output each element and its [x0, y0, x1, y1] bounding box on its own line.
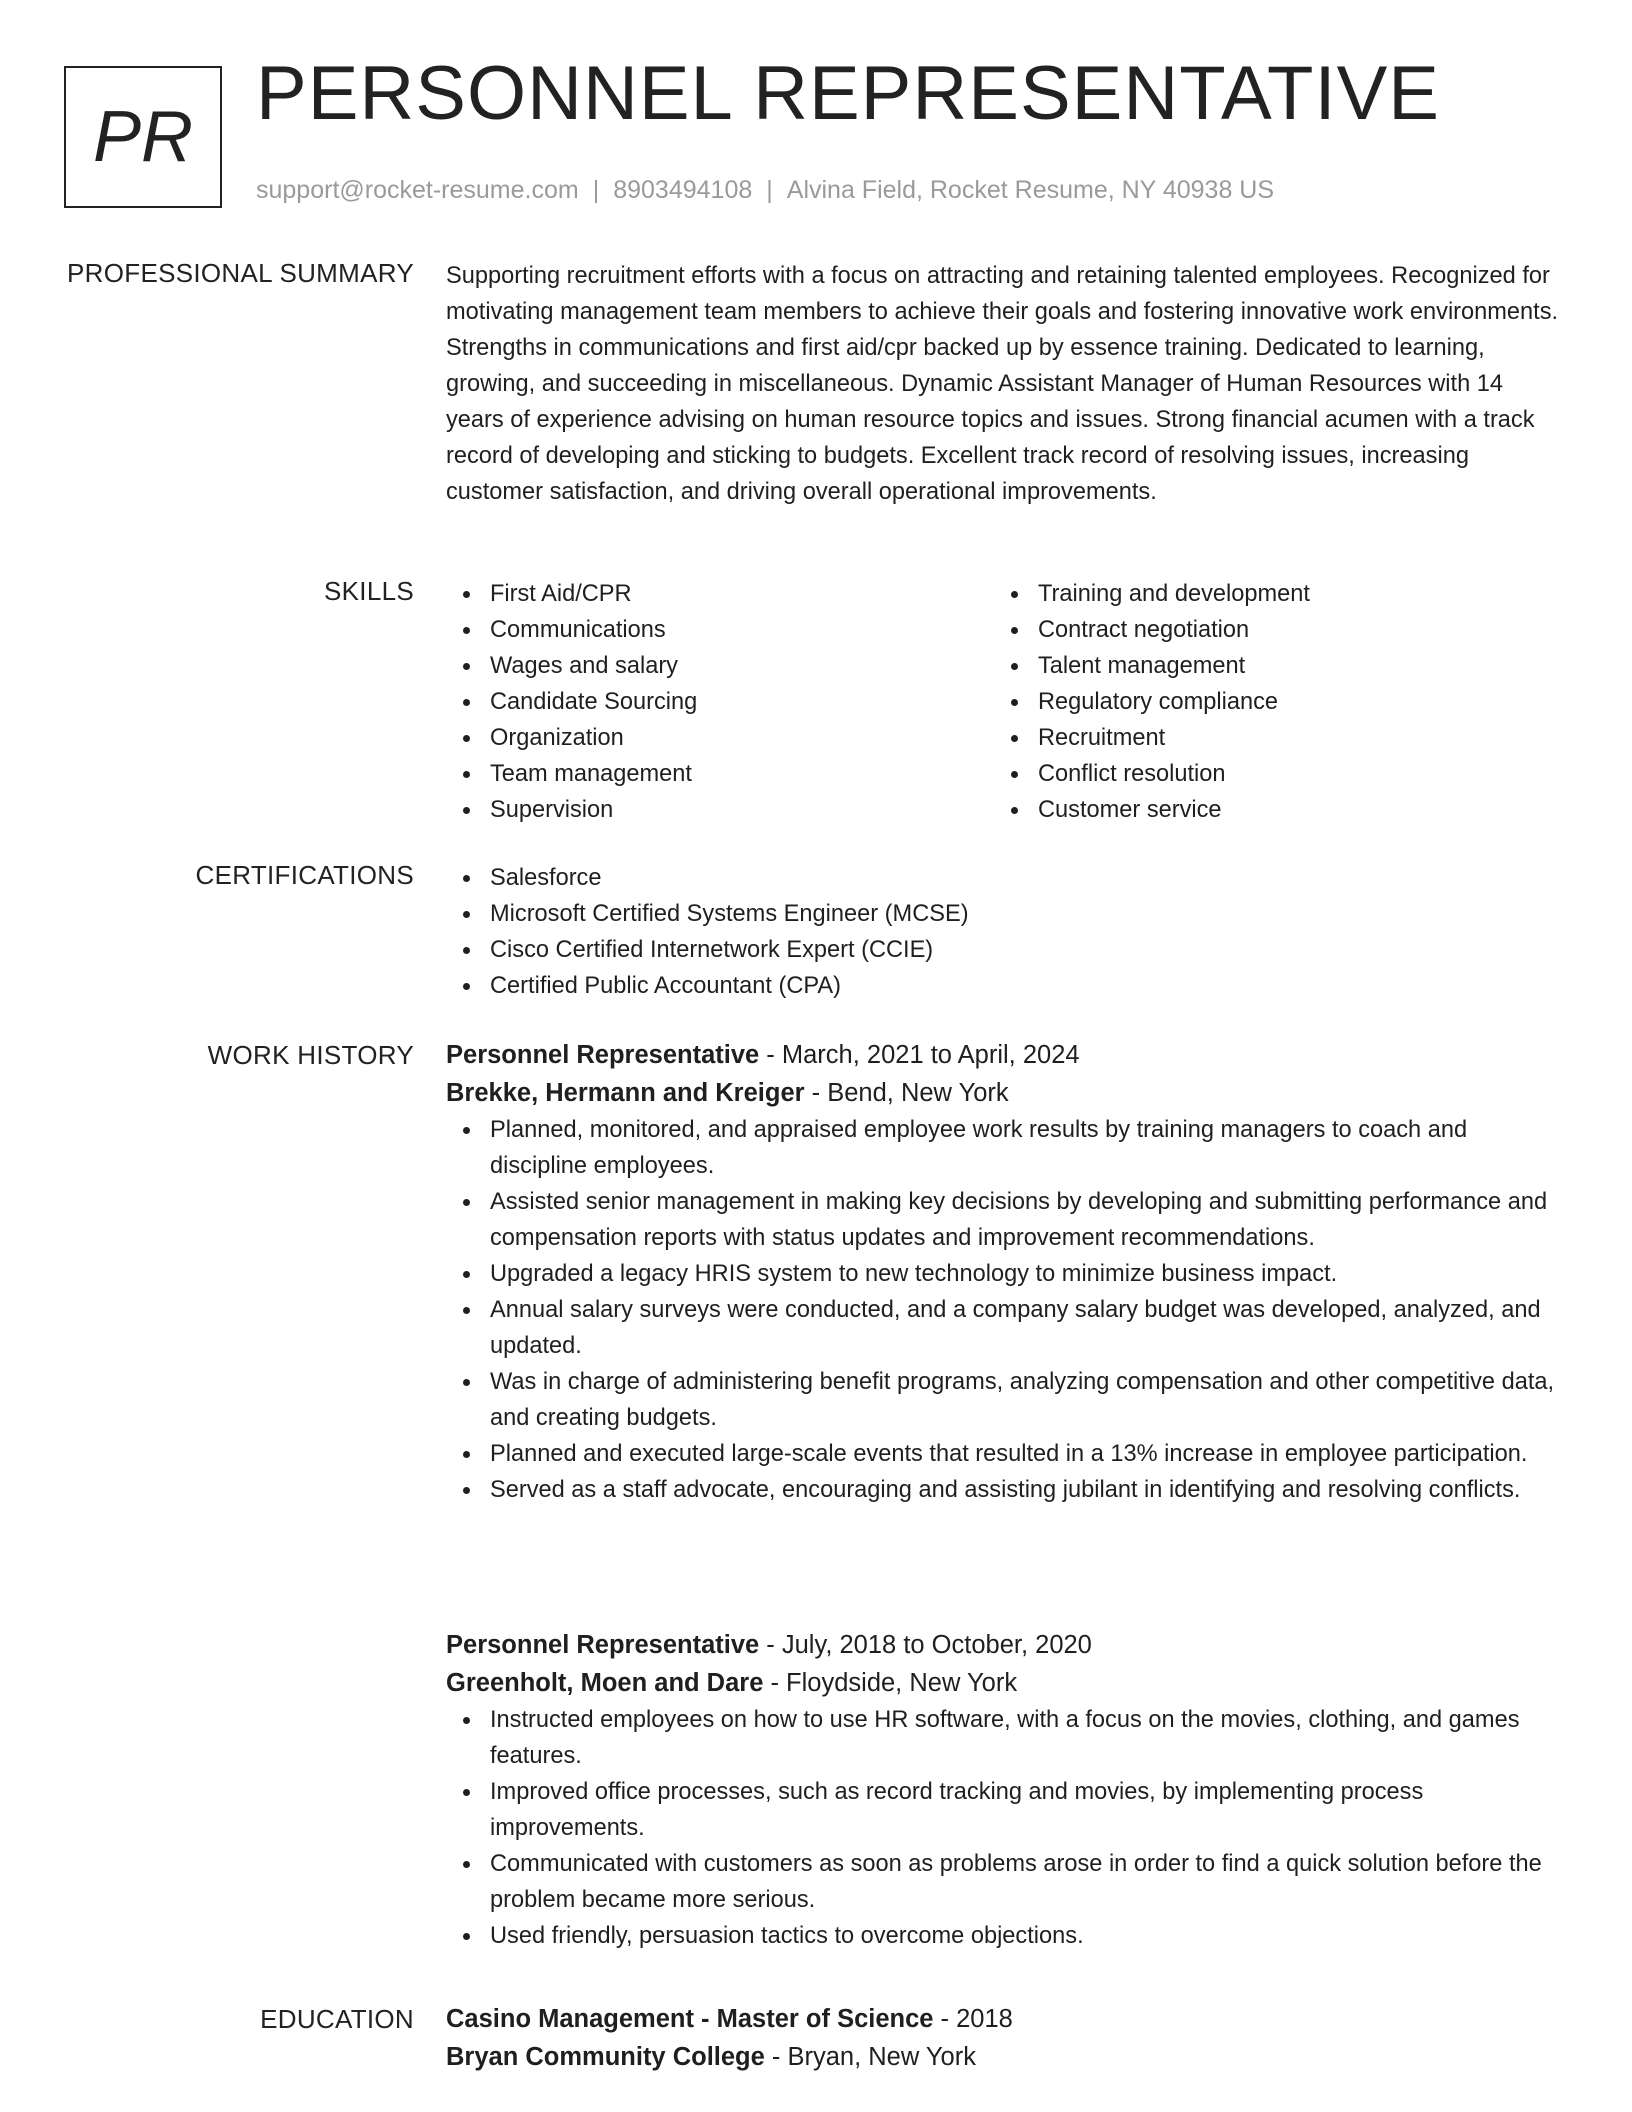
- work-history-label: WORK HISTORY: [207, 1040, 414, 1070]
- job-company: Greenholt, Moen and Dare: [446, 1669, 764, 1697]
- page-title: PERSONNEL REPRESENTATIVE: [256, 51, 1440, 136]
- education-entry: [446, 2000, 1566, 2076]
- education-degree: Casino Management - Master of Science: [446, 2005, 934, 2033]
- skill-item: Customer service: [1038, 792, 1554, 828]
- job-bullet: Planned, monitored, and appraised employee work results by training managers to coach and discipline employees.: [490, 1112, 1566, 1184]
- job-location: - Bend, New York: [804, 1079, 1009, 1107]
- job-bullet: Used friendly, persuasion tactics to overcome objections.: [490, 1918, 1566, 1954]
- certification-item: Microsoft Certified Systems Engineer (MCSE): [490, 896, 1566, 932]
- certifications-body: [446, 860, 1566, 1004]
- summary-label: PROFESSIONAL SUMMARY: [67, 258, 414, 288]
- skill-item: Communications: [490, 612, 994, 648]
- skill-item: Talent management: [1038, 648, 1554, 684]
- skills-column-right: [994, 576, 1554, 828]
- skills-list: [446, 576, 1566, 828]
- monogram-initials: PR: [92, 97, 194, 177]
- skill-item: Candidate Sourcing: [490, 684, 994, 720]
- job-bullet: Annual salary surveys were conducted, and a company salary budget was developed, analyzed, and updated.: [490, 1292, 1566, 1364]
- certification-item: Salesforce: [490, 860, 1566, 896]
- skill-item: Supervision: [490, 792, 994, 828]
- monogram-box: [64, 66, 222, 208]
- skill-item: Recruitment: [1038, 720, 1554, 756]
- skill-item: Team management: [490, 756, 994, 792]
- education-label: EDUCATION: [260, 2004, 414, 2034]
- education-location: - Bryan, New York: [764, 2043, 976, 2071]
- job-bullet: Assisted senior management in making key decisions by developing and submitting performance and compensation reports with status updates and improvement recommendations.: [490, 1184, 1566, 1256]
- skill-item: First Aid/CPR: [490, 576, 994, 612]
- job-bullet: Upgraded a legacy HRIS system to new technology to minimize business impact.: [490, 1256, 1566, 1292]
- contact-separator: |: [592, 176, 600, 204]
- skill-item: Conflict resolution: [1038, 756, 1554, 792]
- contact-line: [256, 176, 1274, 205]
- education-school-line: [446, 2038, 1566, 2076]
- job-bullet: Served as a staff advocate, encouraging and assisting jubilant in identifying and resolving conflicts.: [490, 1472, 1566, 1508]
- skills-column-left: [446, 576, 994, 828]
- job-bullet: Improved office processes, such as record tracking and movies, by implementing process improvements.: [490, 1774, 1566, 1846]
- job-bullet: Was in charge of administering benefit programs, analyzing compensation and other competitive data, and creating budgets.: [490, 1364, 1566, 1436]
- skill-item: Training and development: [1038, 576, 1554, 612]
- education-school: Bryan Community College: [446, 2043, 765, 2071]
- job-title-line: [446, 1036, 1566, 1074]
- job-title: Personnel Representative: [446, 1631, 760, 1659]
- job-title-line: [446, 1626, 1566, 1664]
- job-entry: [446, 1036, 1566, 1508]
- contact-separator: |: [766, 176, 773, 204]
- skill-item: Organization: [490, 720, 994, 756]
- skill-item: Wages and salary: [490, 648, 994, 684]
- job-bullet: Communicated with customers as soon as problems arose in order to find a quick solution before the problem became more serious.: [490, 1846, 1566, 1918]
- certification-item: Certified Public Accountant (CPA): [490, 968, 1566, 1004]
- education-degree-line: [446, 2000, 1566, 2038]
- skills-label: SKILLS: [324, 576, 414, 606]
- job-company-line: [446, 1664, 1566, 1702]
- job-company: Brekke, Hermann and Kreiger: [446, 1079, 805, 1107]
- job-dates: - July, 2018 to October, 2020: [759, 1631, 1092, 1659]
- contact-email: support@rocket-resume.com: [256, 176, 579, 204]
- job-bullets: [446, 1112, 1566, 1508]
- job-bullet: Planned and executed large-scale events that resulted in a 13% increase in employee participation.: [490, 1436, 1566, 1472]
- contact-phone: 8903494108: [613, 176, 753, 204]
- certifications-list: [446, 860, 1566, 1004]
- job-title: Personnel Representative: [446, 1041, 760, 1069]
- certifications-label: CERTIFICATIONS: [195, 860, 414, 890]
- certification-item: Cisco Certified Internetwork Expert (CCIE): [490, 932, 1566, 968]
- job-dates: - March, 2021 to April, 2024: [759, 1041, 1080, 1069]
- education-year: - 2018: [933, 2005, 1013, 2033]
- skill-item: Contract negotiation: [1038, 612, 1554, 648]
- summary-text: Supporting recruitment efforts with a focus on attracting and retaining talented employees. Recognized for motivating management team members to achieve their goals and fostering innovative work environments. Strengths in communications and first aid/cpr backed up by essence training. Dedicated to learning, growing, and succeeding in miscellaneous. Dynamic Assistant Manager of Human Resources with 14 years of experience advising on human resource topics and issues. Strong financial acumen with a track record of developing and sticking to budgets. Excellent track record of resolving issues, increasing customer satisfaction, and driving overall operational improvements.: [446, 263, 1559, 505]
- job-entry: [446, 1626, 1566, 1954]
- job-bullet: Instructed employees on how to use HR software, with a focus on the movies, clothing, and games features.: [490, 1702, 1566, 1774]
- job-bullets: [446, 1702, 1566, 1954]
- job-location: - Floydside, New York: [763, 1669, 1018, 1697]
- skill-item: Regulatory compliance: [1038, 684, 1554, 720]
- contact-address: Alvina Field, Rocket Resume, NY 40938 US: [786, 176, 1275, 204]
- job-company-line: [446, 1074, 1566, 1112]
